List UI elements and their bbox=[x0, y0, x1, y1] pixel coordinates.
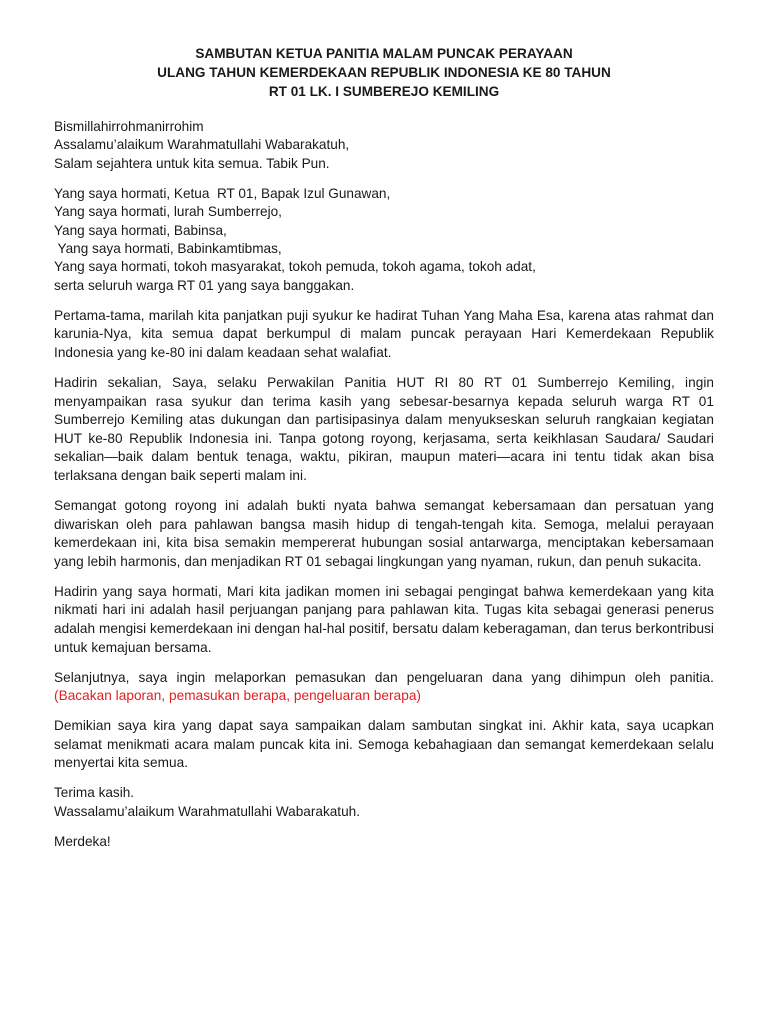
merdeka-text: Merdeka! bbox=[54, 833, 111, 849]
greetings-list bbox=[54, 185, 714, 295]
closing-line: Wassalamu’alaikum Warahmatullahi Wabarakatuh. bbox=[54, 803, 360, 819]
greeting-line: Yang saya hormati, Babinkamtibmas, bbox=[54, 241, 282, 257]
greeting-line: Yang saya hormati, tokoh masyarakat, tokoh pemuda, tokoh agama, tokoh adat, bbox=[54, 259, 536, 275]
closing-paragraph: Demikian saya kira yang dapat saya sampaikan dalam sambutan singkat ini. Akhir kata, saya ucapkan selamat menikmati acara malam puncak kita ini. Semoga kebahagiaan dan semangat kemerdekaan selalu menyertai kita semua. bbox=[54, 718, 714, 771]
opening-salutation bbox=[54, 118, 714, 173]
title-line-3: RT 01 LK. I SUMBEREJO KEMILING bbox=[268, 84, 500, 99]
greeting-line: Yang saya hormati, Ketua RT 01, Bapak Izul Gunawan, bbox=[54, 185, 391, 201]
opening-line: Assalamu’alaikum Warahmatullahi Wabarakatuh, bbox=[54, 137, 350, 153]
body-paragraph-reminder: Hadirin yang saya hormati, Mari kita jadikan momen ini sebagai pengingat bahwa kemerdekaan yang kita nikmati hari ini adalah hasil perjuangan panjang para pahlawan kita. Tugas kita sebagai generasi penerus adalah mengisi kemerdekaan ini dengan hal-hal positif, bersatu dalam keberagaman, dan terus berkontribusi untuk kemajuan bersama. bbox=[54, 583, 714, 655]
greeting-line: Yang saya hormati, Babinsa, bbox=[54, 222, 227, 238]
document-title bbox=[54, 44, 714, 101]
report-paragraph bbox=[54, 669, 714, 706]
body-paragraph-gotong-royong: Semangat gotong royong ini adalah bukti nyata bahwa semangat kebersamaan dan persatuan yang diwariskan oleh para pahlawan bangsa masih hidup di tengah-tengah kita. Semoga, melalui perayaan kemerdekaan ini, kita bisa semakin mempererat hubungan sosial antarwarga, menciptakan kebersamaan yang lebih harmonis, dan menjadikan RT 01 sebagai lingkungan yang nyaman, rukun, dan penuh sukacita. bbox=[54, 497, 714, 569]
title-line-2: ULANG TAHUN KEMERDEKAAN REPUBLIK INDONESIA KE 80 TAHUN bbox=[157, 65, 611, 80]
body-paragraph-thanks: Hadirin sekalian, Saya, selaku Perwakilan Panitia HUT RI 80 RT 01 Sumberrejo Kemiling, ingin menyampaikan rasa syukur dan terima kasih yang sebesar-besarnya kepada seluruh warga RT 01 Sumberrejo Kemiling atas dukungan dan partisipasinya dalam menyukseskan seluruh rangkaian kegiatan HUT ke-80 Republik Indonesia ini. Tanpa gotong royong, kerjasama, serta keikhlasan Saudara/ Saudari sekalian—baik dalam bentuk tenaga, waktu, pikiran, maupun materi—acara ini tentu tidak akan bisa terlaksana dengan baik seperti malam ini. bbox=[54, 375, 714, 483]
opening-line: Bismillahirrohmanirrohim bbox=[54, 119, 204, 134]
title-line-1: SAMBUTAN KETUA PANITIA MALAM PUNCAK PERAYAAN bbox=[195, 46, 573, 61]
report-note: (Bacakan laporan, pemasukan berapa, pengeluaran berapa) bbox=[54, 688, 422, 704]
opening-line: Salam sejahtera untuk kita semua. Tabik Pun. bbox=[54, 155, 330, 171]
report-text: Selanjutnya, saya ingin melaporkan pemasukan dan pengeluaran dana yang dihimpun oleh panitia. bbox=[54, 669, 714, 685]
closing-salutation bbox=[54, 784, 714, 821]
final-exclamation bbox=[54, 833, 714, 851]
body-paragraph-gratitude: Pertama-tama, marilah kita panjatkan puji syukur ke hadirat Tuhan Yang Maha Esa, karena atas rahmat dan karunia-Nya, kita semua dapat berkumpul di malam puncak perayaan Hari Kemerdekaan Republik Indonesia yang ke-80 ini dalam keadaan sehat walafiat. bbox=[54, 307, 714, 361]
closing-line: Terima kasih. bbox=[54, 785, 135, 801]
greeting-line: Yang saya hormati, lurah Sumberrejo, bbox=[54, 204, 282, 220]
greeting-line: serta seluruh warga RT 01 yang saya banggakan. bbox=[54, 277, 355, 293]
